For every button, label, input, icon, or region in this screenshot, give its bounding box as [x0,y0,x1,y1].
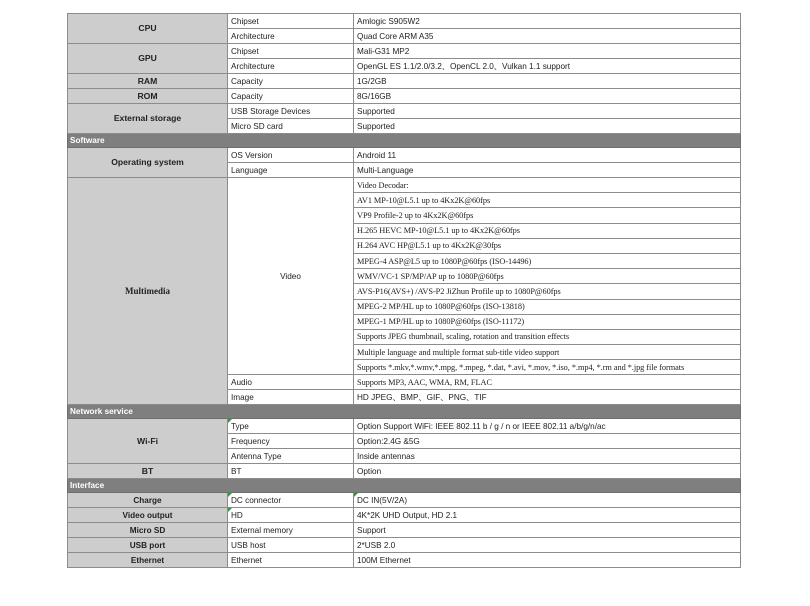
section-software-title: Software [68,134,741,148]
wifi-freq-key: Frequency [228,434,354,449]
storage-sd-key: Micro SD card [228,119,354,134]
video-line: MPEG-2 MP/HL up to 1080P@60fps (ISO-13818) [354,299,741,314]
usb-key: USB host [228,538,354,553]
usb-value: 2*USB 2.0 [354,538,741,553]
audio-value: Supports MP3, AAC, WMA, RM, FLAC [354,375,741,390]
video-line: VP9 Profile-2 up to 4Kx2K@60fps [354,208,741,223]
video-output-row [68,508,741,523]
cpu-arch-key: Architecture [228,29,354,44]
microsd-label: Micro SD [68,523,228,538]
cpu-row [68,14,741,29]
video-line: MPEG-1 MP/HL up to 1080P@60fps (ISO-11172) [354,314,741,329]
storage-label: External storage [68,104,228,134]
gpu-chipset-value: Mali-G31 MP2 [354,44,741,59]
video-line: H.265 HEVC MP-10@L5.1 up to 4Kx2K@60fps [354,223,741,238]
os-lang-value: Multi-Language [354,163,741,178]
charge-value: DC IN(5V/2A) [354,493,741,508]
cpu-chipset-value: Amlogic S905W2 [354,14,741,29]
wifi-row [68,419,741,434]
video-output-label: Video output [68,508,228,523]
gpu-arch-value: OpenGL ES 1.1/2.0/3.2、OpenCL 2.0、Vulkan 1.1 support [354,59,741,74]
microsd-value: Support [354,523,741,538]
charge-key: DC connector [228,493,354,508]
os-version-value: Android 11 [354,148,741,163]
video-line: Supports *.mkv,*.wmv,*.mpg, *.mpeg, *.dat, *.avi, *.mov, *.iso, *.mp4, *.rm and *.jpg file formats [354,360,741,375]
cpu-arch-value: Quad Core ARM A35 [354,29,741,44]
rom-value: 8G/16GB [354,89,741,104]
cpu-label: CPU [68,14,228,44]
charge-row [68,493,741,508]
spec-table [67,13,741,568]
video-line: H.264 AVC HP@L5.1 up to 4Kx2K@30fps [354,238,741,253]
section-network [68,405,741,419]
rom-key: Capacity [228,89,354,104]
bt-key: BT [228,464,354,479]
image-value: HD JPEG、BMP、GIF、PNG、TIF [354,390,741,405]
usb-label: USB port [68,538,228,553]
charge-label: Charge [68,493,228,508]
wifi-label: Wi-Fi [68,419,228,464]
os-label: Operating system [68,148,228,178]
wifi-type-key: Type [228,419,354,434]
image-key: Image [228,390,354,405]
wifi-freq-value: Option:2.4G &5G [354,434,741,449]
ethernet-label: Ethernet [68,553,228,568]
video-line: AVS-P16(AVS+) /AVS-P2 JiZhun Profile up to 1080P@60fps [354,284,741,299]
bt-label: BT [68,464,228,479]
bt-value: Option [354,464,741,479]
ram-key: Capacity [228,74,354,89]
storage-usb-key: USB Storage Devices [228,104,354,119]
os-version-key: OS Version [228,148,354,163]
storage-row [68,104,741,119]
gpu-arch-key: Architecture [228,59,354,74]
section-network-title: Network service [68,405,741,419]
ethernet-value: 100M Ethernet [354,553,741,568]
wifi-ant-value: Inside antennas [354,449,741,464]
wifi-ant-key: Antenna Type [228,449,354,464]
section-software [68,134,741,148]
ram-label: RAM [68,74,228,89]
section-interface [68,479,741,493]
wifi-type-value: Option Support WiFi: IEEE 802.11 b / g / n or IEEE 802.11 a/b/g/n/ac [354,419,741,434]
storage-usb-value: Supported [354,104,741,119]
cpu-chipset-key: Chipset [228,14,354,29]
video-line: WMV/VC-1 SP/MP/AP up to 1080P@60fps [354,269,741,284]
video-output-key: HD [228,508,354,523]
multimedia-label: Multimedia [68,178,228,405]
rom-label: ROM [68,89,228,104]
video-line: Supports JPEG thumbnail, scaling, rotation and transition effects [354,329,741,344]
os-row [68,148,741,163]
gpu-row [68,44,741,59]
ethernet-row [68,553,741,568]
video-key: Video [228,178,354,375]
section-interface-title: Interface [68,479,741,493]
video-line: AV1 MP-10@L5.1 up to 4Kx2K@60fps [354,193,741,208]
ram-value: 1G/2GB [354,74,741,89]
ram-row [68,74,741,89]
gpu-label: GPU [68,44,228,74]
os-lang-key: Language [228,163,354,178]
bt-row [68,464,741,479]
microsd-row [68,523,741,538]
video-line: MPEG-4 ASP@L5 up to 1080P@60fps (ISO-14496) [354,253,741,268]
video-line: Multiple language and multiple format sub-title video support [354,345,741,360]
usb-row [68,538,741,553]
audio-key: Audio [228,375,354,390]
video-output-value: 4K*2K UHD Output, HD 2.1 [354,508,741,523]
rom-row [68,89,741,104]
ethernet-key: Ethernet [228,553,354,568]
video-row [68,178,741,193]
video-line: Video Decodar: [354,178,741,193]
gpu-chipset-key: Chipset [228,44,354,59]
storage-sd-value: Supported [354,119,741,134]
microsd-key: External memory [228,523,354,538]
